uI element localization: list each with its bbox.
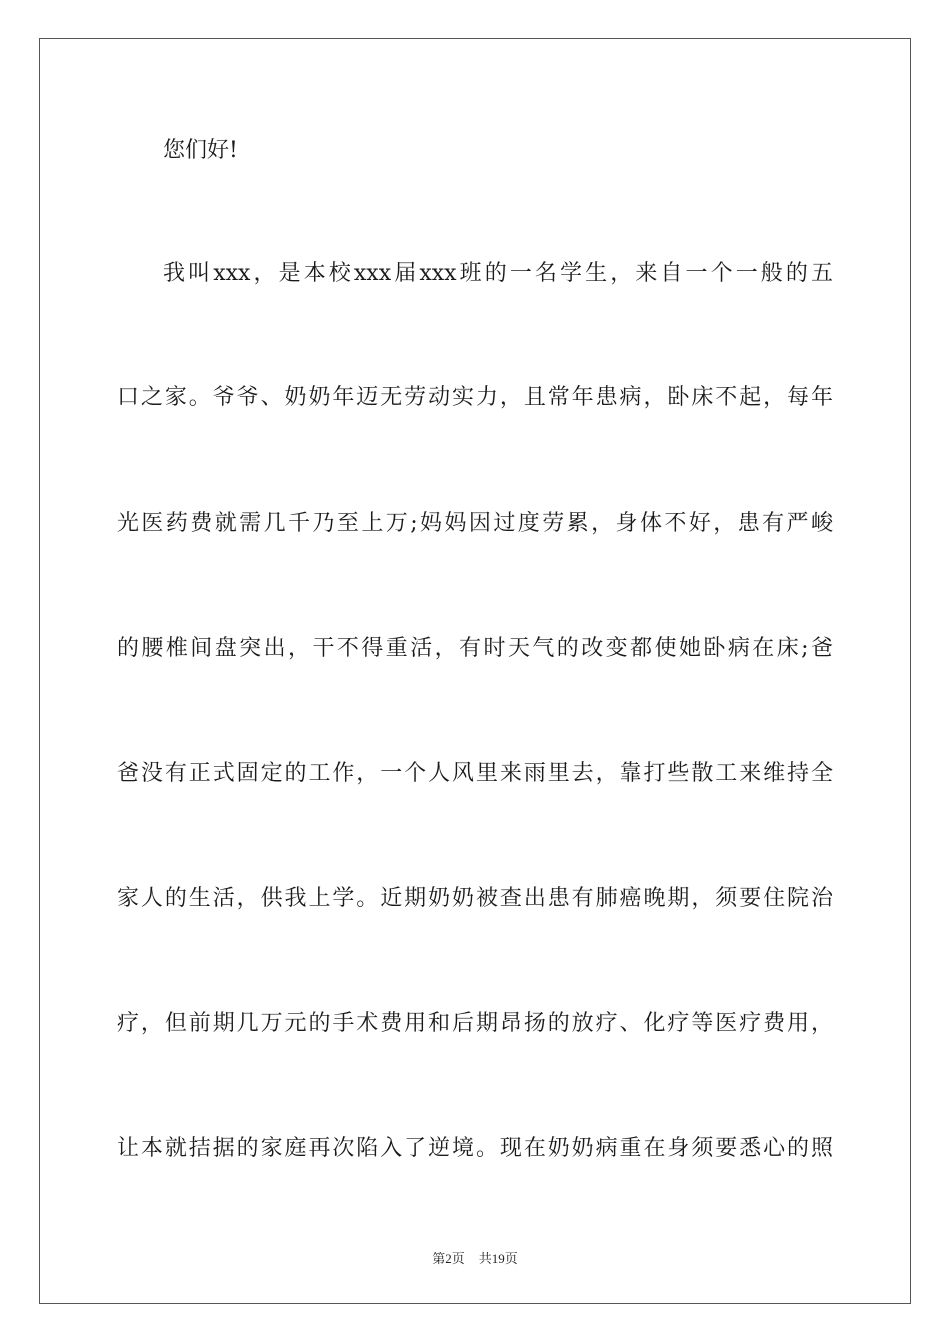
paragraph-line-3: 光医药费就需几千乃至上万;妈妈因过度劳累，身体不好，患有严峻: [117, 511, 833, 536]
page-footer: [0, 1248, 950, 1267]
paragraph-line-7: 疗，但前期几万元的手术费用和后期昂扬的放疗、化疗等医疗费用，: [117, 1011, 833, 1036]
paragraph-line-6: 家人的生活，供我上学。近期奶奶被查出患有肺癌晚期，须要住院治: [117, 886, 833, 911]
paragraph-line-2: 口之家。爷爷、奶奶年迈无劳动实力，且常年患病，卧床不起，每年: [117, 385, 833, 410]
paragraph-line-8: 让本就拮据的家庭再次陷入了逆境。现在奶奶病重在身须要悉心的照: [117, 1136, 833, 1161]
paragraph-line-1: 我叫xxx，是本校xxx届xxx班的一名学生，来自一个一般的五: [163, 261, 833, 286]
paragraph-line-5: 爸没有正式固定的工作，一个人风里来雨里去，靠打些散工来维持全: [117, 761, 833, 786]
greeting-text: 您们好!: [163, 138, 238, 163]
page-border: [39, 38, 911, 1304]
total-pages: 共19页: [478, 1251, 518, 1266]
page-number: 第2页: [432, 1251, 465, 1266]
paragraph-line-4: 的腰椎间盘突出，干不得重活，有时天气的改变都使她卧病在床;爸: [117, 636, 833, 661]
